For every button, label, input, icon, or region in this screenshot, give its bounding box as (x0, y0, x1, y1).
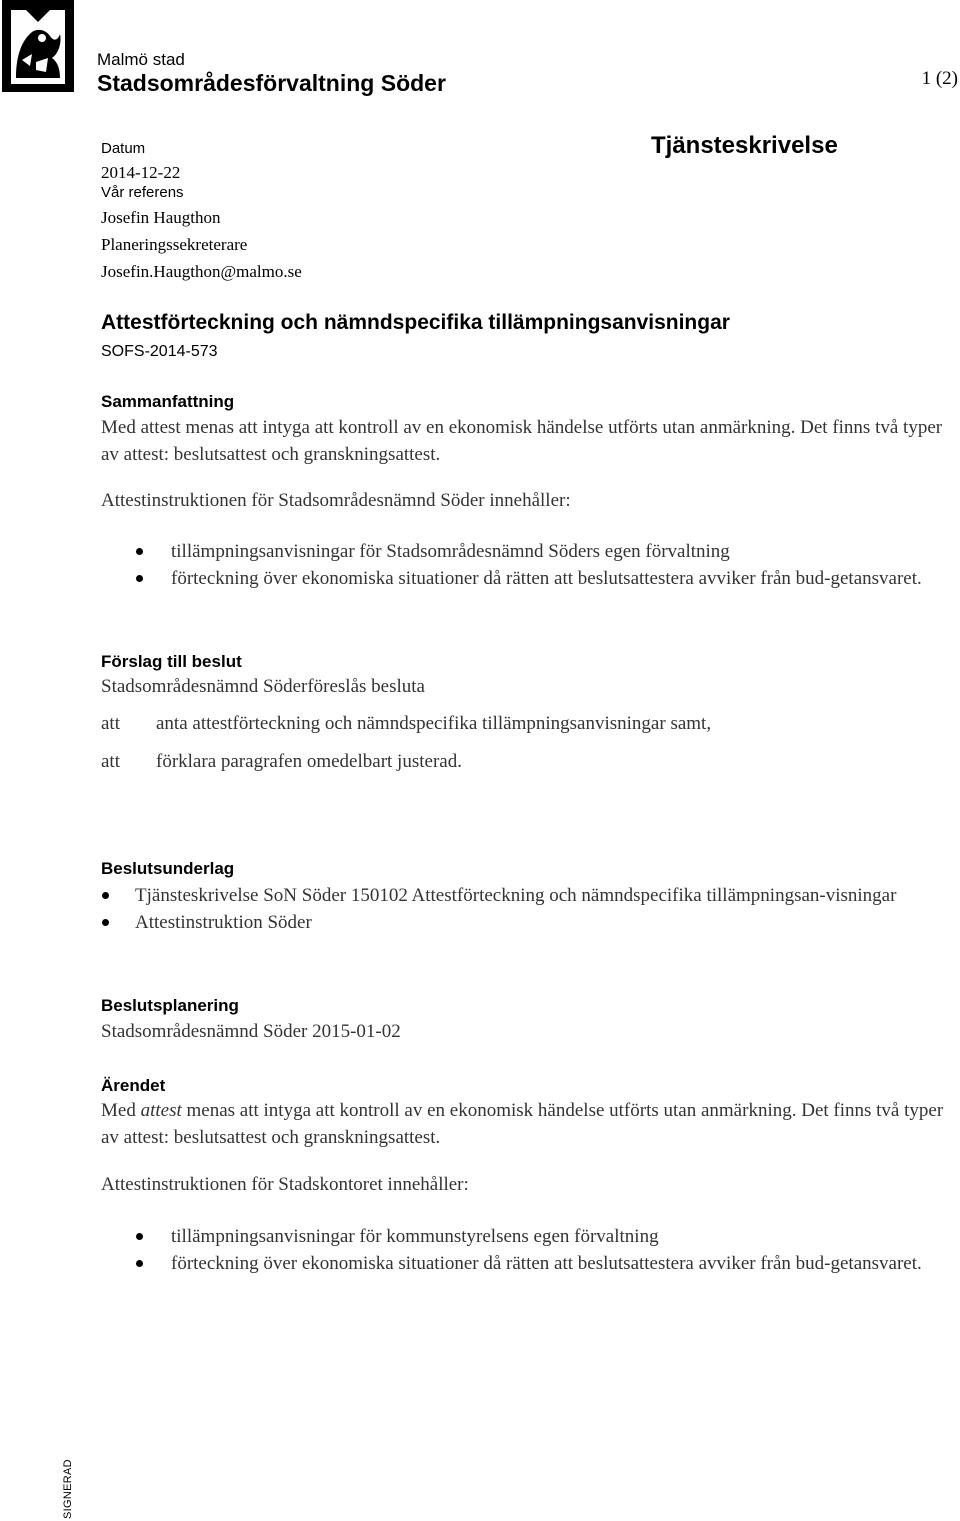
matter-text (101, 1097, 956, 1151)
summary-text: Med attest menas att intyga att kontroll av en ekonomisk händelse utförts utan anmärkning. Det finns två typer av attest: beslutsattest och granskningsattest. (101, 417, 943, 465)
list-item-text: tillämpningsanvisningar för kommunstyrelsens egen förvaltning (171, 1226, 659, 1247)
proposal-item (101, 751, 951, 778)
bullet-icon (102, 892, 109, 899)
date-value: 2014-12-22 (101, 163, 181, 182)
proposal-heading: Förslag till beslut (101, 652, 242, 671)
list-item (101, 882, 935, 909)
reference-label: Vår referens (101, 184, 184, 201)
reference-title: Planeringssekreterare (101, 235, 248, 254)
proposal-keyword: att (101, 751, 120, 772)
matter-text-emphasis: attest (140, 1100, 182, 1121)
summary-intro: Attestinstruktionen för Stadsområdesnämnd Söder innehåller: (101, 490, 571, 511)
bullet-icon (102, 919, 109, 926)
case-number: SOFS-2014-573 (101, 343, 218, 360)
document-title: Attestförteckning och nämndspecifika tillämpningsanvisningar (101, 311, 730, 334)
department-name: Stadsområdesförvaltning Söder (97, 70, 446, 96)
reference-email: Josefin.Haugthon@malmo.se (101, 262, 302, 281)
bullet-icon (136, 548, 143, 555)
document-type: Tjänsteskrivelse (651, 132, 838, 159)
matter-heading: Ärendet (101, 1076, 166, 1095)
list-item-text: Attestinstruktion Söder (135, 912, 312, 933)
reference-name: Josefin Haugthon (101, 208, 221, 227)
summary-bullet-list (101, 538, 951, 592)
list-item-text: förteckning över ekonomiska situationer då rätten att beslutsattestera avviker från bud-getansvaret. (171, 1253, 922, 1274)
proposal-text: förklara paragrafen omedelbart justerad. (156, 751, 462, 772)
proposal-text: anta attestförteckning och nämndspecifika tillämpningsanvisningar samt, (156, 713, 712, 734)
proposal-intro: Stadsområdesnämnd Söderföreslås besluta (101, 676, 425, 697)
planning-heading: Beslutsplanering (101, 996, 239, 1015)
list-item-text: förteckning över ekonomiska situationer då rätten att beslutsattestera avviker från bud-getansvaret. (171, 568, 922, 589)
bullet-icon (136, 575, 143, 582)
signed-label: SIGNERAD (62, 1459, 74, 1519)
date-label: Datum (101, 140, 146, 157)
list-item (101, 538, 951, 565)
proposal-keyword: att (101, 713, 120, 734)
list-item-text: Tjänsteskrivelse SoN Söder 150102 Attestförteckning och nämndspecifika tillämpningsan-visningar (135, 885, 897, 906)
matter-bullet-list (101, 1223, 951, 1277)
list-item (101, 1250, 951, 1277)
bullet-icon (136, 1260, 143, 1267)
matter-intro: Attestinstruktionen för Stadskontoret innehåller: (101, 1174, 469, 1195)
basis-heading: Beslutsunderlag (101, 859, 235, 878)
summary-heading: Sammanfattning (101, 392, 235, 411)
planning-text: Stadsområdesnämnd Söder 2015-01-02 (101, 1021, 401, 1042)
bullet-icon (136, 1233, 143, 1240)
matter-text-prefix: Med (101, 1100, 141, 1121)
malmo-coat-of-arms-logo (2, 0, 74, 92)
list-item (101, 1223, 951, 1250)
list-item-text: tillämpningsanvisningar för Stadsområdesnämnd Söders egen förvaltning (171, 541, 730, 562)
matter-text-suffix: menas att intyga att kontroll av en ekonomisk händelse utförts utan anmärkning. Det finns två typer av attest: beslutsattest och granskningsattest. (101, 1100, 944, 1148)
organization-name: Malmö stad (97, 50, 185, 69)
list-item (101, 565, 951, 592)
proposal-item (101, 713, 951, 740)
page-number: 1 (2) (921, 68, 958, 89)
list-item (101, 909, 951, 936)
basis-bullet-list (101, 882, 951, 936)
